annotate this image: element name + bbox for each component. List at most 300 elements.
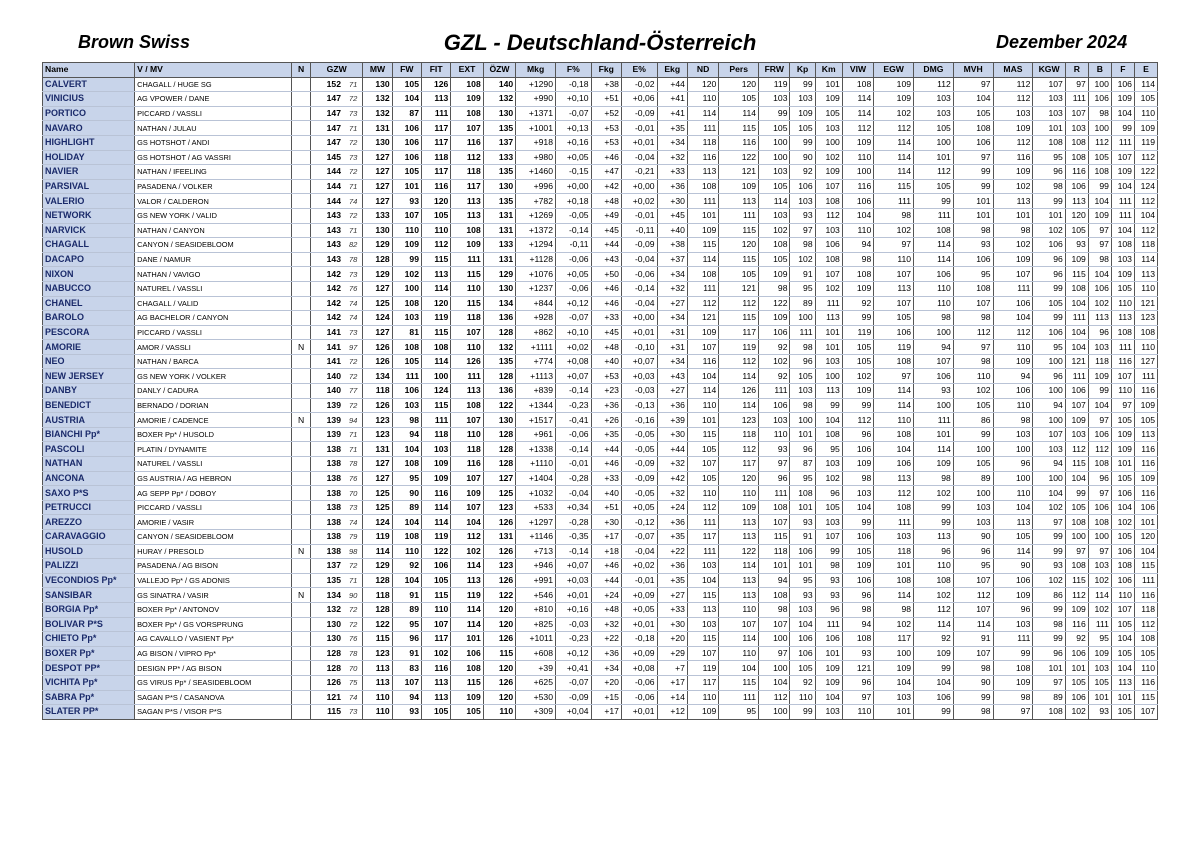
pedigree: PASADENA / AG BISON [135, 559, 292, 574]
value-cell: 109 [993, 252, 1033, 267]
bull-name: CHAGALL [43, 238, 135, 253]
value-cell: +34 [657, 267, 687, 282]
breed-title: Brown Swiss [78, 32, 191, 52]
value-cell: 110 [1111, 296, 1134, 311]
value-cell: 120 [719, 238, 759, 253]
value-cell: +839 [516, 384, 556, 399]
value-cell: +946 [516, 559, 556, 574]
value-cell: 106 [1065, 179, 1088, 194]
column-header: FIT [421, 63, 450, 78]
value-cell: 131 [483, 530, 515, 545]
value-cell: 122 [719, 544, 759, 559]
value-cell: +0,05 [621, 602, 657, 617]
value-cell: 102 [914, 486, 954, 501]
bull-name: BIANCHI Pp* [43, 427, 135, 442]
value-cell: 118 [451, 442, 483, 457]
value-cell: +862 [516, 325, 556, 340]
bull-name: NABUCCO [43, 281, 135, 296]
value-cell: 105 [759, 121, 790, 136]
value-cell: 110 [687, 92, 718, 107]
value-cell: 108 [815, 252, 842, 267]
value-cell: 130 [363, 135, 392, 150]
value-cell: 106 [1065, 646, 1088, 661]
value-cell: +45 [591, 223, 621, 238]
value-cell: 98 [1033, 179, 1065, 194]
bull-name: CARAVAGGIO [43, 530, 135, 545]
value-cell: +46 [591, 457, 621, 472]
value-cell: 100 [759, 705, 790, 720]
value-cell: +32 [657, 150, 687, 165]
value-cell: 104 [1111, 106, 1134, 121]
value-cell: 102 [1033, 223, 1065, 238]
pedigree: PICCARD / VASSLI [135, 106, 292, 121]
value-cell: 97 [1088, 486, 1111, 501]
value-cell: 122 [719, 150, 759, 165]
pedigree: PICCARD / VASSLI [135, 500, 292, 515]
value-cell: 105 [392, 354, 421, 369]
gzw-value: 142 [311, 296, 345, 311]
value-cell: 123 [483, 500, 515, 515]
value-cell: +31 [657, 325, 687, 340]
value-cell: 111 [1111, 340, 1134, 355]
bull-name: NAVARO [43, 121, 135, 136]
pedigree: NATHAN / BARCA [135, 354, 292, 369]
value-cell: 104 [1088, 267, 1111, 282]
value-cell: 113 [719, 515, 759, 530]
value-cell: 129 [363, 267, 392, 282]
value-cell: 105 [1065, 500, 1088, 515]
value-cell: 117 [451, 179, 483, 194]
gzw-value: 139 [311, 427, 345, 442]
value-cell: 130 [483, 106, 515, 121]
value-cell: +47 [591, 165, 621, 180]
value-cell: 95 [1088, 632, 1111, 647]
value-cell: 107 [1134, 705, 1157, 720]
value-cell: 106 [1033, 238, 1065, 253]
pedigree: BERNADO / DORIAN [135, 398, 292, 413]
value-cell: +45 [591, 325, 621, 340]
value-cell: +0,09 [621, 646, 657, 661]
value-cell: 110 [1134, 106, 1157, 121]
value-cell: +27 [657, 384, 687, 399]
value-cell: 98 [842, 252, 873, 267]
value-cell: +0,12 [555, 296, 591, 311]
table-row [43, 544, 1158, 559]
value-cell: 127 [363, 325, 392, 340]
value-cell: 108 [451, 106, 483, 121]
value-cell: 108 [759, 238, 790, 253]
value-cell: +24 [657, 500, 687, 515]
value-cell: 117 [719, 325, 759, 340]
bull-name: NETWORK [43, 208, 135, 223]
gzw-value: 130 [311, 617, 345, 632]
value-cell: 118 [363, 588, 392, 603]
value-cell: 99 [1033, 530, 1065, 545]
table-row [43, 661, 1158, 676]
value-cell: 98 [1033, 617, 1065, 632]
value-cell: 90 [953, 530, 993, 545]
value-cell: 113 [719, 530, 759, 545]
value-cell: 128 [483, 369, 515, 384]
value-cell: 97 [1088, 238, 1111, 253]
value-cell: 93 [790, 515, 815, 530]
value-cell: 127 [363, 471, 392, 486]
value-cell: 96 [1033, 267, 1065, 282]
header-row [43, 63, 1158, 78]
column-header: B [1088, 63, 1111, 78]
value-cell: 89 [392, 500, 421, 515]
pedigree: AG BISON / VIPRO Pp* [135, 646, 292, 661]
value-cell: 106 [759, 325, 790, 340]
value-cell: 108 [842, 77, 873, 92]
value-cell: 112 [687, 500, 718, 515]
pedigree: GS VIRUS Pp* / SEASIDEBLOOM [135, 675, 292, 690]
value-cell: -0,02 [621, 77, 657, 92]
table-row [43, 208, 1158, 223]
value-cell: 101 [815, 646, 842, 661]
value-cell: +1001 [516, 121, 556, 136]
value-cell: -0,09 [621, 471, 657, 486]
value-cell: 111 [914, 208, 954, 223]
value-cell: 108 [1134, 325, 1157, 340]
value-cell: 93 [392, 705, 421, 720]
value-cell: +0,13 [555, 121, 591, 136]
value-cell: 109 [842, 135, 873, 150]
value-cell: 97 [874, 369, 914, 384]
value-cell: 107 [451, 413, 483, 428]
bull-name: DESPOT PP* [43, 661, 135, 676]
value-cell: 127 [483, 471, 515, 486]
value-cell: +30 [657, 194, 687, 209]
value-cell: 104 [392, 515, 421, 530]
value-cell: +533 [516, 500, 556, 515]
gzw-value: 128 [311, 646, 345, 661]
value-cell: 112 [719, 354, 759, 369]
value-cell: 92 [790, 675, 815, 690]
gzw-value: 138 [311, 544, 345, 559]
value-cell: 111 [815, 617, 842, 632]
value-cell: 130 [363, 223, 392, 238]
value-cell: 106 [993, 296, 1033, 311]
n-flag [292, 573, 311, 588]
gzw-reliability: 90 [344, 588, 363, 603]
value-cell: 108 [687, 179, 718, 194]
bull-name: NAVIER [43, 165, 135, 180]
value-cell: 107 [815, 179, 842, 194]
value-cell: -0,06 [555, 252, 591, 267]
value-cell: 108 [759, 500, 790, 515]
gzw-value: 147 [311, 106, 345, 121]
n-flag [292, 632, 311, 647]
gzw-reliability: 73 [344, 705, 363, 720]
value-cell: 118 [451, 311, 483, 326]
value-cell: 140 [483, 77, 515, 92]
value-cell: 102 [392, 267, 421, 282]
value-cell: 119 [719, 340, 759, 355]
value-cell: 95 [790, 281, 815, 296]
value-cell: -0,01 [621, 121, 657, 136]
value-cell: 111 [1065, 369, 1088, 384]
table-row [43, 384, 1158, 399]
value-cell: 107 [953, 573, 993, 588]
value-cell: 134 [363, 369, 392, 384]
value-cell: 105 [874, 311, 914, 326]
value-cell: +0,34 [555, 500, 591, 515]
value-cell: 123 [1134, 311, 1157, 326]
value-cell: 101 [1033, 208, 1065, 223]
value-cell: +0,02 [555, 340, 591, 355]
value-cell: 115 [719, 311, 759, 326]
value-cell: +0,02 [621, 559, 657, 574]
column-header: Name [43, 63, 135, 78]
table-row [43, 179, 1158, 194]
value-cell: 106 [790, 632, 815, 647]
value-cell: 93 [953, 238, 993, 253]
value-cell: 95 [392, 471, 421, 486]
bull-name: SABRA Pp* [43, 690, 135, 705]
value-cell: 95 [719, 705, 759, 720]
value-cell: 109 [719, 500, 759, 515]
gzw-reliability: 74 [344, 515, 363, 530]
gzw-reliability: 74 [344, 194, 363, 209]
value-cell: +36 [657, 559, 687, 574]
value-cell: 100 [842, 165, 873, 180]
value-cell: 126 [483, 632, 515, 647]
value-cell: 122 [1134, 165, 1157, 180]
table-row [43, 632, 1158, 647]
bull-name: VALERIO [43, 194, 135, 209]
table-row [43, 354, 1158, 369]
value-cell: 113 [421, 92, 450, 107]
value-cell: 110 [993, 340, 1033, 355]
value-cell: 118 [874, 544, 914, 559]
table-row [43, 588, 1158, 603]
value-cell: 90 [790, 150, 815, 165]
value-cell: +35 [657, 573, 687, 588]
bull-name: PORTICO [43, 106, 135, 121]
value-cell: 102 [759, 223, 790, 238]
value-cell: 98 [914, 311, 954, 326]
value-cell: -0,14 [621, 281, 657, 296]
value-cell: 108 [914, 223, 954, 238]
value-cell: 111 [687, 194, 718, 209]
value-cell: 125 [363, 500, 392, 515]
gzw-reliability: 74 [344, 690, 363, 705]
value-cell: +36 [591, 398, 621, 413]
value-cell: +1290 [516, 77, 556, 92]
value-cell: +0,02 [621, 194, 657, 209]
value-cell: +41 [657, 92, 687, 107]
value-cell: 111 [1065, 311, 1088, 326]
value-cell: +17 [657, 675, 687, 690]
value-cell: 109 [1088, 646, 1111, 661]
table-row [43, 311, 1158, 326]
value-cell: 111 [1111, 194, 1134, 209]
value-cell: -0,05 [621, 427, 657, 442]
pedigree: BOXER Pp* / HUSOLD [135, 427, 292, 442]
value-cell: 106 [421, 559, 450, 574]
value-cell: 127 [363, 457, 392, 472]
value-cell: 99 [790, 135, 815, 150]
value-cell: +17 [591, 530, 621, 545]
n-flag [292, 106, 311, 121]
value-cell: 129 [483, 267, 515, 282]
value-cell: 106 [392, 384, 421, 399]
value-cell: +996 [516, 179, 556, 194]
value-cell: 103 [1065, 121, 1088, 136]
value-cell: 114 [914, 238, 954, 253]
value-cell: +0,06 [621, 92, 657, 107]
value-cell: 94 [842, 238, 873, 253]
value-cell: 111 [993, 632, 1033, 647]
gzw-value: 139 [311, 398, 345, 413]
value-cell: +1269 [516, 208, 556, 223]
value-cell: 112 [687, 296, 718, 311]
value-cell: +0,03 [621, 369, 657, 384]
gzw-reliability: 76 [344, 281, 363, 296]
gzw-value: 138 [311, 457, 345, 472]
value-cell: 115 [363, 632, 392, 647]
value-cell: 110 [392, 544, 421, 559]
value-cell: 99 [914, 705, 954, 720]
column-header: ÖZW [483, 63, 515, 78]
value-cell: 102 [1033, 500, 1065, 515]
value-cell: 108 [451, 77, 483, 92]
gzw-value: 141 [311, 340, 345, 355]
bull-name: DACAPO [43, 252, 135, 267]
value-cell: 104 [687, 369, 718, 384]
value-cell: 93 [392, 194, 421, 209]
n-flag [292, 296, 311, 311]
value-cell: 126 [363, 340, 392, 355]
value-cell: 106 [1111, 544, 1134, 559]
table-row [43, 559, 1158, 574]
value-cell: 112 [874, 486, 914, 501]
value-cell: 130 [483, 281, 515, 296]
value-cell: 119 [687, 661, 718, 676]
value-cell: 115 [719, 675, 759, 690]
value-cell: 109 [719, 179, 759, 194]
value-cell: 109 [1065, 602, 1088, 617]
value-cell: 103 [815, 705, 842, 720]
value-cell: 102 [815, 281, 842, 296]
value-cell: 107 [953, 646, 993, 661]
value-cell: 116 [842, 179, 873, 194]
value-cell: 109 [451, 690, 483, 705]
bull-name: PASCOLI [43, 442, 135, 457]
value-cell: -0,23 [555, 398, 591, 413]
value-cell: 98 [759, 281, 790, 296]
n-flag [292, 150, 311, 165]
pedigree: GS HOTSHOT / AG VASSRI [135, 150, 292, 165]
value-cell: 111 [1134, 369, 1157, 384]
value-cell: 107 [451, 325, 483, 340]
value-cell: 110 [759, 427, 790, 442]
value-cell: 106 [953, 135, 993, 150]
value-cell: +38 [657, 238, 687, 253]
value-cell: 119 [421, 530, 450, 545]
value-cell: 107 [759, 617, 790, 632]
value-cell: 99 [1033, 544, 1065, 559]
gzw-value: 138 [311, 500, 345, 515]
gzw-value: 138 [311, 486, 345, 501]
value-cell: 113 [719, 573, 759, 588]
value-cell: +48 [591, 602, 621, 617]
value-cell: 120 [687, 77, 718, 92]
bull-name: BOXER Pp* [43, 646, 135, 661]
value-cell: 106 [842, 194, 873, 209]
value-cell: 106 [842, 573, 873, 588]
value-cell: 113 [421, 675, 450, 690]
value-cell: 94 [759, 573, 790, 588]
column-header: GZW [311, 63, 363, 78]
value-cell: 105 [993, 530, 1033, 545]
value-cell: 105 [1111, 530, 1134, 545]
value-cell: 92 [392, 559, 421, 574]
value-cell: 97 [842, 690, 873, 705]
value-cell: +39 [657, 413, 687, 428]
value-cell: 108 [1033, 135, 1065, 150]
value-cell: 89 [953, 471, 993, 486]
value-cell: +15 [591, 690, 621, 705]
value-cell: 96 [842, 675, 873, 690]
value-cell: 104 [1111, 179, 1134, 194]
value-cell: 115 [1134, 559, 1157, 574]
value-cell: 101 [790, 559, 815, 574]
value-cell: 100 [914, 325, 954, 340]
value-cell: 120 [421, 194, 450, 209]
value-cell: 100 [874, 646, 914, 661]
value-cell: 100 [759, 661, 790, 676]
value-cell: +1460 [516, 165, 556, 180]
pedigree: DESIGN PP* / AG BISON [135, 661, 292, 676]
value-cell: +34 [657, 354, 687, 369]
value-cell: 114 [914, 617, 954, 632]
value-cell: 99 [914, 500, 954, 515]
value-cell: 119 [874, 340, 914, 355]
value-cell: 113 [1088, 311, 1111, 326]
value-cell: 107 [392, 675, 421, 690]
value-cell: 105 [914, 179, 954, 194]
value-cell: 120 [421, 296, 450, 311]
value-cell: 117 [687, 530, 718, 545]
value-cell: 103 [759, 165, 790, 180]
value-cell: 105 [687, 471, 718, 486]
value-cell: 108 [392, 296, 421, 311]
value-cell: 110 [719, 486, 759, 501]
value-cell: 113 [421, 690, 450, 705]
value-cell: 103 [687, 617, 718, 632]
table-row [43, 398, 1158, 413]
value-cell: +24 [591, 588, 621, 603]
value-cell: 112 [1134, 194, 1157, 209]
value-cell: +1110 [516, 457, 556, 472]
value-cell: 102 [1088, 573, 1111, 588]
value-cell: +1344 [516, 398, 556, 413]
value-cell: 108 [1065, 150, 1088, 165]
value-cell: 103 [1033, 442, 1065, 457]
pedigree: NATHAN / IFEELING [135, 165, 292, 180]
value-cell: 104 [392, 442, 421, 457]
gzw-value: 143 [311, 238, 345, 253]
value-cell: +17 [591, 705, 621, 720]
value-cell: 111 [790, 325, 815, 340]
value-cell: +1146 [516, 530, 556, 545]
value-cell: 123 [363, 413, 392, 428]
gzw-reliability: 71 [344, 442, 363, 457]
value-cell: 116 [687, 354, 718, 369]
value-cell: 109 [993, 354, 1033, 369]
